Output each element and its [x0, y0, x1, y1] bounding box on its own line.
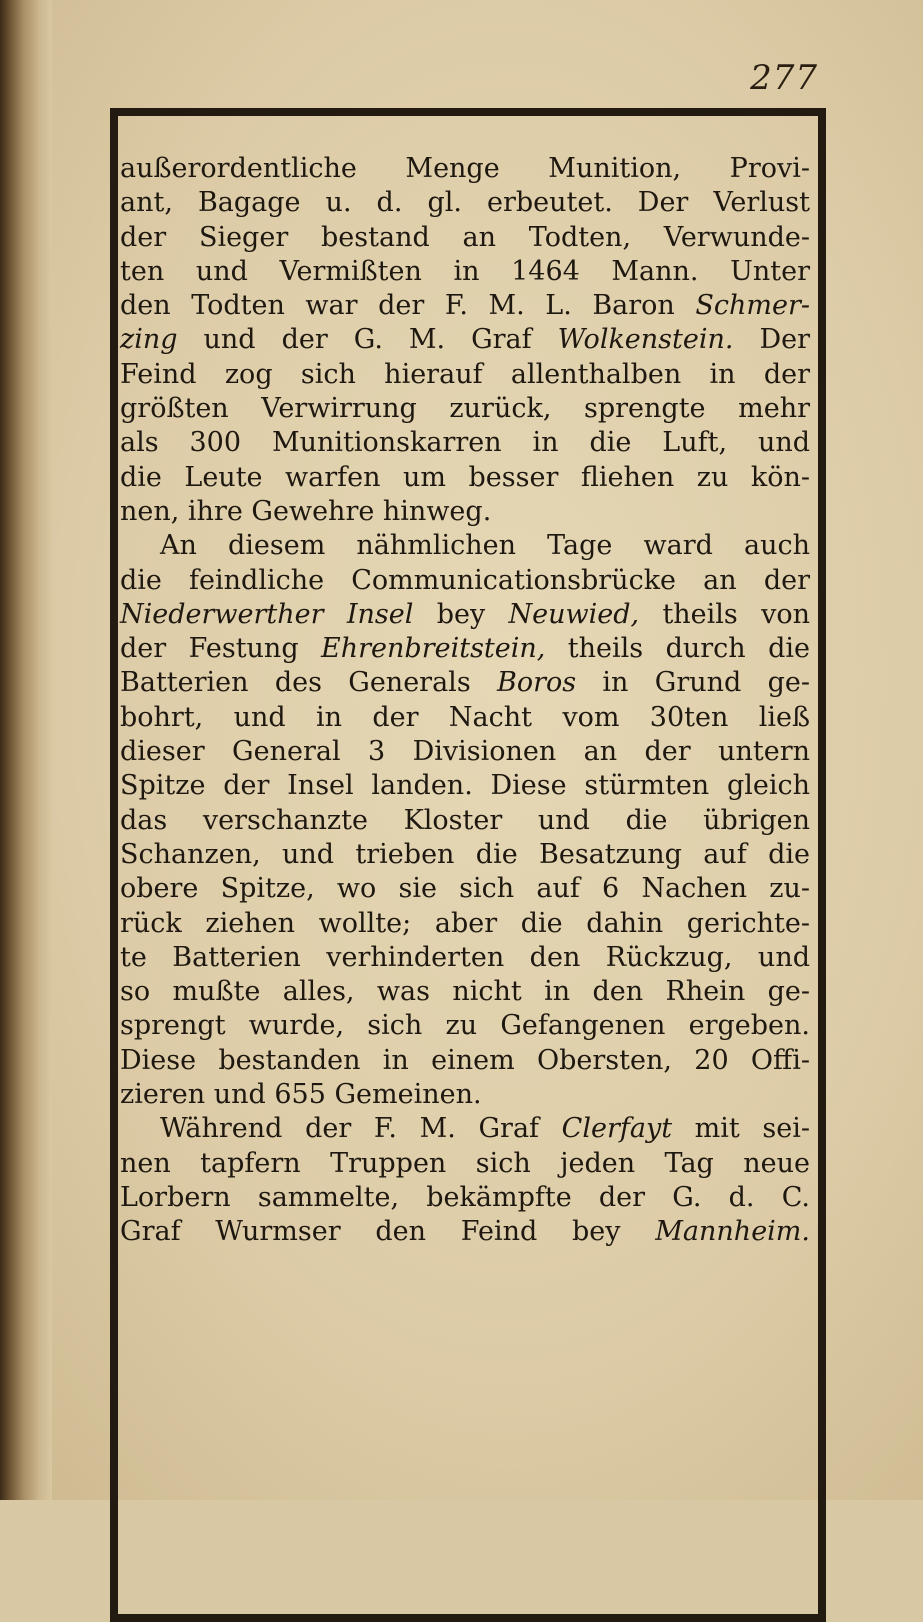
text-line — [120, 1181, 810, 1215]
text-line — [120, 564, 810, 598]
text-run: ten und Vermißten in 1464 Mann. Unter — [120, 255, 810, 287]
text-run: Schanzen, und trieben die Besatzung auf die — [120, 838, 810, 870]
text-run: der Festung — [120, 633, 322, 665]
text-line — [120, 1112, 810, 1146]
text-line — [120, 1215, 810, 1249]
text-run: Batterien des Generals — [120, 667, 497, 699]
text-line — [120, 1078, 810, 1112]
text-run: theils durch die — [545, 633, 810, 665]
text-line — [120, 1009, 810, 1043]
text-line — [120, 358, 810, 392]
text-run: Lorbern sammelte, bekämpfte der G. d. C. — [120, 1181, 810, 1213]
text-line — [120, 735, 810, 769]
italic-name: zing — [120, 324, 178, 356]
text-run: Feind zog sich hierauf allenthalben in der — [120, 358, 810, 390]
italic-name: Mannheim. — [655, 1216, 810, 1248]
text-run: sprengt wurde, sich zu Gefangenen ergeben. — [120, 1010, 810, 1042]
text-line — [120, 1044, 810, 1078]
text-run: den Todten war der F. M. L. Baron — [120, 290, 696, 322]
text-run: obere Spitze, wo sie sich auf 6 Nachen zu- — [120, 873, 810, 905]
text-run: zieren und 655 Gemeinen. — [120, 1079, 482, 1111]
text-line — [120, 221, 810, 255]
italic-name: Schmer- — [695, 290, 810, 322]
text-line — [120, 838, 810, 872]
text-run: Der — [733, 324, 810, 356]
text-line — [120, 255, 810, 289]
text-run: Graf Wurmser den Feind bey — [120, 1216, 656, 1248]
text-line — [120, 701, 810, 735]
text-line — [120, 289, 810, 323]
text-run: bohrt, und in der Nacht vom 30ten ließ — [120, 701, 810, 733]
text-run: Diese bestanden in einem Obersten, 20 Offi- — [120, 1044, 810, 1076]
text-line — [120, 495, 810, 529]
text-run: theils von — [639, 598, 810, 630]
text-run: größten Verwirrung zurück, sprengte mehr — [120, 393, 810, 425]
text-run: An diesem nähmlichen Tage ward auch — [160, 530, 810, 562]
text-run: außerordentliche Menge Munition, Provi- — [120, 153, 810, 184]
text-run: die feindliche Communicationsbrücke an der — [120, 564, 810, 596]
text-run: der Sieger bestand an Todten, Verwunde- — [120, 221, 810, 253]
italic-name: Boros — [496, 667, 577, 699]
text-line — [120, 426, 810, 460]
italic-name: Niederwerther Insel — [120, 598, 414, 630]
text-run: das verschanzte Kloster und die übrigen — [120, 804, 810, 836]
text-run: ant, Bagage u. d. gl. erbeutet. Der Verlust — [120, 187, 810, 219]
italic-name: Wolkenstein. — [557, 324, 734, 356]
text-line — [120, 941, 810, 975]
text-run: Während der F. M. Graf — [160, 1113, 562, 1145]
italic-name: Neuwied, — [508, 598, 640, 630]
book-spine — [0, 0, 52, 1500]
text-line — [120, 323, 810, 357]
text-line — [120, 804, 810, 838]
text-run: nen, ihre Gewehre hinweg. — [120, 495, 492, 527]
italic-name: Clerfayt — [561, 1113, 673, 1145]
text-run: Spitze der Insel landen. Diese stürmten gleich — [120, 770, 810, 802]
text-run: so mußte alles, was nicht in den Rhein ge- — [120, 976, 810, 1008]
text-run: als 300 Munitionskarren in die Luft, und — [120, 427, 810, 459]
text-line — [120, 872, 810, 906]
text-line — [120, 598, 810, 632]
page-number: 277 — [750, 58, 818, 98]
text-line — [120, 529, 810, 563]
text-run: und der G. M. Graf — [177, 324, 558, 356]
italic-name: Ehrenbreitstein, — [321, 633, 546, 665]
text-line — [120, 769, 810, 803]
text-line — [120, 666, 810, 700]
text-line — [120, 1147, 810, 1181]
text-run: mit sei- — [672, 1113, 810, 1145]
body-text — [120, 152, 810, 1250]
text-run: te Batterien verhinderten den Rückzug, und — [120, 941, 810, 973]
text-run: die Leute warfen um besser fliehen zu kön- — [120, 461, 810, 493]
text-line — [120, 975, 810, 1009]
text-line — [120, 632, 810, 666]
text-run: nen tapfern Truppen sich jeden Tag neue — [120, 1147, 810, 1179]
text-run: rück ziehen wollte; aber die dahin gerichte- — [120, 907, 810, 939]
text-line — [120, 461, 810, 495]
text-line — [120, 907, 810, 941]
text-run: bey — [413, 598, 509, 630]
text-line — [120, 152, 810, 186]
text-run: in Grund ge- — [576, 667, 810, 699]
text-line — [120, 392, 810, 426]
text-run: dieser General 3 Divisionen an der untern — [120, 736, 810, 768]
text-line — [120, 186, 810, 220]
